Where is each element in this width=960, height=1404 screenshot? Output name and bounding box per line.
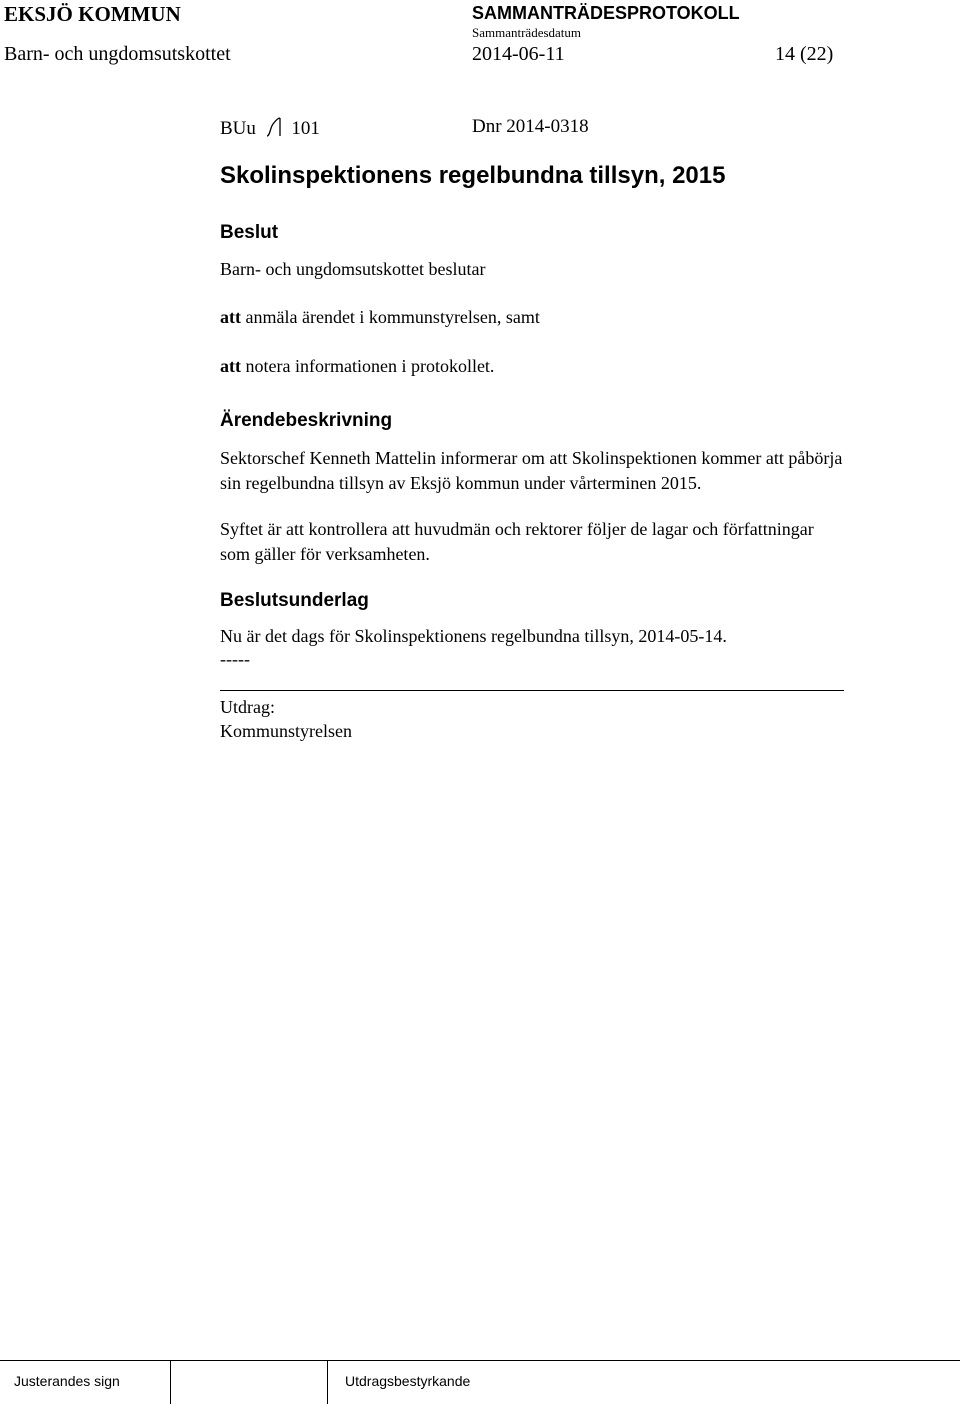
organization-name: EKSJÖ KOMMUN bbox=[4, 2, 181, 26]
meeting-date: 2014-06-11 bbox=[472, 43, 565, 65]
extract-label: Utdrag: bbox=[220, 697, 275, 717]
certified-label: Utdragsbestyrkande bbox=[345, 1373, 471, 1389]
decision-heading: Beslut bbox=[220, 222, 279, 243]
decision-item bbox=[220, 356, 494, 377]
paragraph-prefix: BUu bbox=[220, 118, 256, 139]
section-sign-icon bbox=[261, 116, 287, 138]
page-number: 14 (22) bbox=[775, 43, 834, 65]
decision-keyword: att bbox=[220, 356, 241, 376]
basis-separator: ----- bbox=[220, 649, 250, 669]
document-type: SAMMANTRÄDESPROTOKOLL bbox=[472, 3, 740, 23]
decision-keyword: att bbox=[220, 307, 241, 327]
sign-label: Justerandes sign bbox=[14, 1373, 120, 1389]
decision-text: anmäla ärendet i kommunstyrelsen, samt bbox=[241, 307, 540, 327]
paragraph-number: 101 bbox=[291, 118, 320, 139]
decision-item bbox=[220, 307, 540, 328]
footer-divider bbox=[0, 1360, 960, 1361]
basis-heading: Beslutsunderlag bbox=[220, 590, 369, 611]
footer-separator bbox=[170, 1361, 171, 1404]
description-line: Syftet är att kontrollera att huvudmän och rektorer följer de lagar och författningar bbox=[220, 519, 814, 539]
paragraph-reference bbox=[220, 116, 320, 140]
description-line: sin regelbundna tillsyn av Eksjö kommun under vårterminen 2015. bbox=[220, 473, 702, 493]
description-line: Sektorschef Kenneth Mattelin informerar om att Skolinspektionen kommer att påbörja bbox=[220, 448, 843, 468]
divider bbox=[220, 690, 844, 691]
footer-separator bbox=[327, 1361, 328, 1404]
case-number: Dnr 2014-0318 bbox=[472, 116, 589, 137]
extract-recipient: Kommunstyrelsen bbox=[220, 721, 352, 741]
case-title: Skolinspektionens regelbundna tillsyn, 2015 bbox=[220, 162, 726, 189]
meeting-date-label: Sammanträdesdatum bbox=[472, 25, 582, 40]
committee-name: Barn- och ungdomsutskottet bbox=[4, 43, 231, 65]
description-heading: Ärendebeskrivning bbox=[220, 410, 393, 431]
description-line: som gäller för verksamheten. bbox=[220, 544, 430, 564]
decision-text: notera informationen i protokollet. bbox=[241, 356, 495, 376]
basis-item: Nu är det dags för Skolinspektionens regelbundna tillsyn, 2014-05-14. bbox=[220, 626, 727, 646]
decision-intro: Barn- och ungdomsutskottet beslutar bbox=[220, 259, 486, 279]
